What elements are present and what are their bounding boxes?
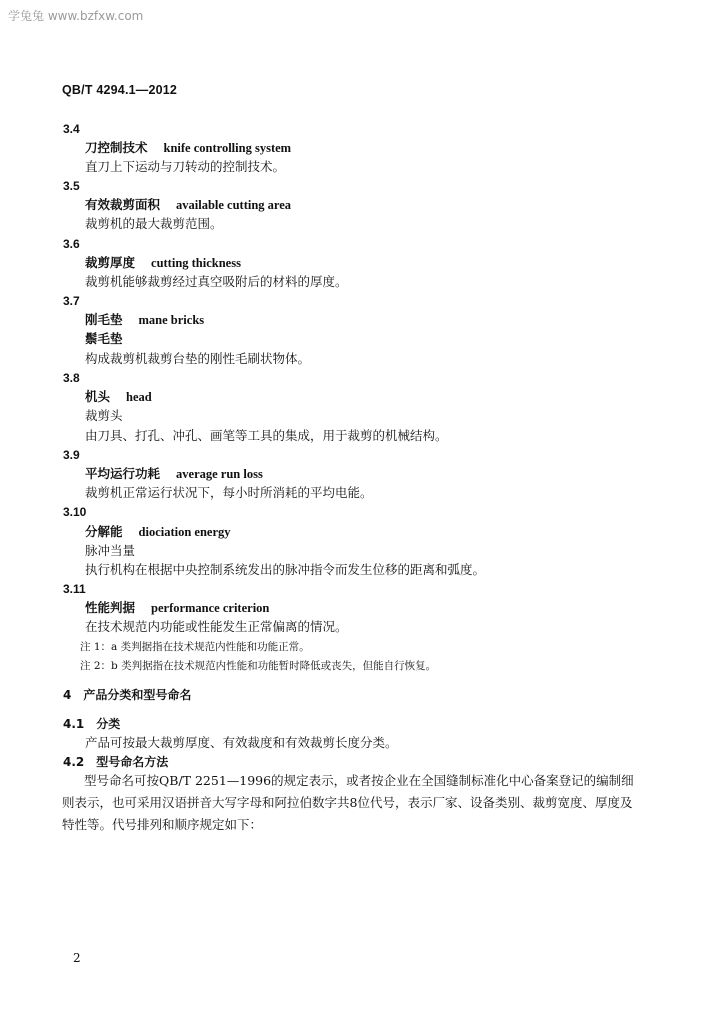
term-definition: 裁剪机正常运行状况下，每小时所消耗的平均电能。: [85, 485, 373, 500]
clause-number: 3.8: [63, 371, 80, 385]
term-cn: 刚毛垫: [85, 312, 123, 327]
term-en: diociation energy: [138, 525, 231, 539]
term-heading: [85, 312, 204, 328]
term-en: head: [126, 390, 152, 404]
subsection-paragraph: 型号命名可按QB/T 2251—1996的规定表示，或者按企业在全国缝制标准化中心备案登记的编制细则表示，也可采用汉语拼音大写字母和阿拉伯数字共8位代号，表示厂家、设备类别、裁剪宽度、厚度及特性等。代号排列和顺序规定如下：: [62, 773, 634, 832]
subsection-heading: 4.2 型号命名方法: [63, 755, 169, 769]
term-heading: [85, 389, 152, 405]
clause-number: 3.9: [63, 448, 80, 462]
term-cn: 性能判据: [85, 600, 136, 615]
term-definition: 在技术规范内功能或性能发生正常偏离的情况。: [85, 619, 348, 634]
term-cn: 刀控制技术: [85, 140, 148, 155]
term-en: average run loss: [176, 467, 263, 481]
clause-number: 3.5: [63, 179, 80, 193]
term-heading: [85, 255, 241, 271]
clause-number: 3.7: [63, 294, 80, 308]
page-number: 2: [73, 951, 81, 965]
term-en: available cutting area: [176, 198, 292, 212]
subsection-text: 产品可按最大裁剪厚度、有效裁度和有效裁剪长度分类。: [85, 735, 398, 750]
term-definition: 执行机构在根据中央控制系统发出的脉冲指令而发生位移的距离和弧度。: [85, 562, 486, 577]
term-cn: 机头: [85, 389, 111, 404]
term-definition: 构成裁剪机裁剪台垫的刚性毛刷状物体。: [85, 351, 311, 366]
term-definition: 裁剪机能够裁剪经过真空吸附后的材料的厚度。: [85, 274, 348, 289]
term-en: knife controlling system: [163, 141, 292, 155]
term-cn: 平均运行功耗: [85, 466, 161, 481]
term-en: cutting thickness: [151, 256, 241, 270]
term-synonym: 脉冲当量: [85, 543, 136, 558]
term-heading: [85, 197, 291, 213]
subsection-heading: 4.1 分类: [63, 717, 121, 731]
term-en: mane bricks: [138, 313, 205, 327]
note-1: 注 1：a 类判据指在技术规范内性能和功能正常。: [80, 641, 310, 653]
term-definition: 裁剪机的最大裁剪范围。: [85, 216, 223, 231]
clause-number: 3.10: [63, 505, 87, 519]
term-synonym: 鬃毛垫: [85, 331, 123, 346]
term-synonym: 裁剪头: [85, 408, 123, 423]
term-heading: [85, 466, 263, 482]
term-cn: 有效裁剪面积: [85, 197, 161, 212]
standard-number-header: QB/T 4294.1—2012: [62, 83, 178, 97]
term-cn: 分解能: [85, 524, 123, 539]
term-heading: [85, 524, 231, 540]
watermark: 学兔兔 www.bzfxw.com: [8, 9, 144, 23]
term-en: performance criterion: [151, 601, 270, 615]
term-heading: [85, 600, 269, 616]
clause-number: 3.4: [63, 122, 80, 136]
clause-number: 3.11: [63, 582, 86, 596]
term-heading: [85, 140, 291, 156]
section-heading: 4 产品分类和型号命名: [63, 688, 192, 702]
term-definition: 直刀上下运动与刀转动的控制技术。: [85, 159, 286, 174]
note-2: 注 2：b 类判据指在技术规范内性能和功能暂时降低或丧失，但能自行恢复。: [80, 660, 437, 672]
clause-number: 3.6: [63, 237, 80, 251]
term-definition: 由刀具、打孔、冲孔、画笔等工具的集成，用于裁剪的机械结构。: [85, 428, 448, 443]
term-cn: 裁剪厚度: [85, 255, 136, 270]
